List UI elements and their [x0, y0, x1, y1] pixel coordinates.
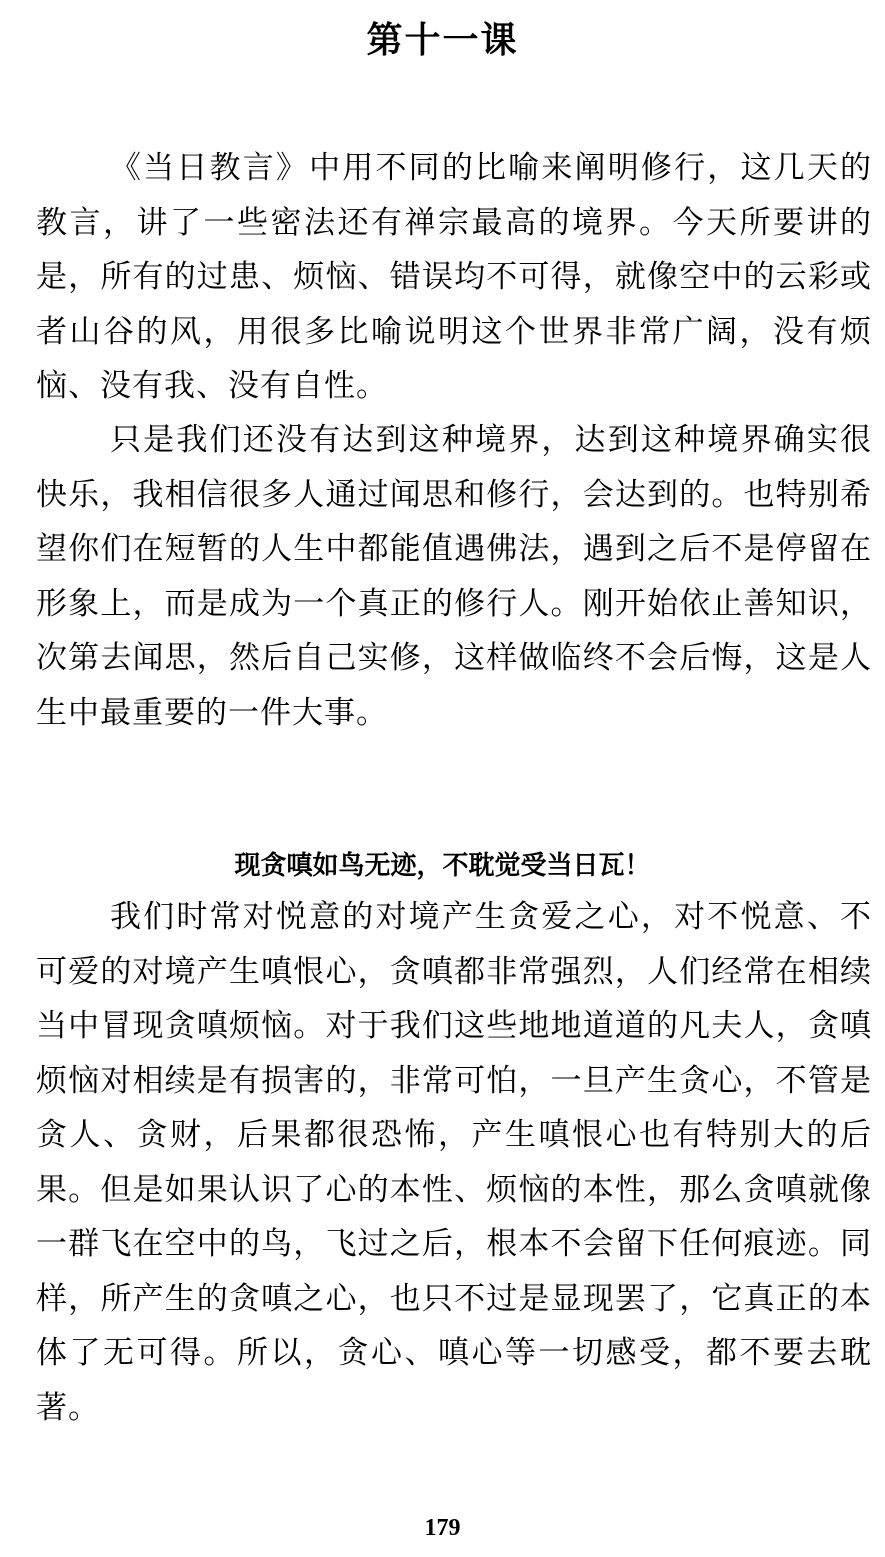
- intro-paragraph-2: 只是我们还没有达到这种境界，达到这种境界确实很快乐，我相信很多人通过闻思和修行，会达到的。也特别希望你们在短暂的人生中都能值遇佛法，遇到之后不是停留在形象上，而是成为一个真正的修行人。刚开始依止善知识，次第去闻思，然后自己实修，这样做临终不会后悔，这是人生中最重要的一件大事。: [36, 422, 872, 731]
- page-number: 179: [424, 1515, 461, 1541]
- intro-paragraph-1: 《当日教言》中用不同的比喻来阐明修行，这几天的教言，讲了一些密法还有禅宗最高的境界。今天所要讲的是，所有的过患、烦恼、错误均不可得，就像空中的云彩或者山谷的风，用很多比喻说明这个世界非常广阔，没有烦恼、没有我、没有自性。: [36, 150, 872, 404]
- section-heading: 现贪嗔如鸟无迹，不耽觉受当日瓦！: [234, 851, 651, 881]
- section-paragraph-1: 我们时常对悦意的对境产生贪爱之心，对不悦意、不可爱的对境产生嗔恨心，贪嗔都非常强烈，人们经常在相续当中冒现贪嗔烦恼。对于我们这些地地道道的凡夫人，贪嗔烦恼对相续是有损害的，非常可怕，一旦产生贪心，不管是贪人、贪财，后果都很恐怖，产生嗔恨心也有特别大的后果。但是如果认识了心的本性、烦恼的本性，那么贪嗔就像一群飞在空中的鸟，飞过之后，根本不会留下任何痕迹。同样，所产生的贪嗔之心，也只不过是显现罢了，它真正的本体了无可得。所以，贪心、嗔心等一切感受，都不要去耽著。: [36, 899, 872, 1426]
- chapter-title: 第十一课: [366, 19, 519, 61]
